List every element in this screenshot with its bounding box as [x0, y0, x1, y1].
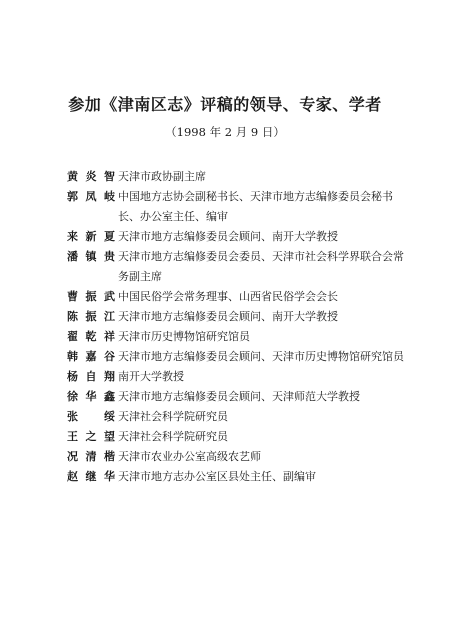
member-name: 来新夏: [67, 230, 115, 243]
member-role: 天津社会科学院研究员: [118, 410, 228, 423]
member-entry: [67, 367, 407, 387]
member-role: 天津市地方志编修委员会委员、天津市社会科学界联合会常务副主席: [118, 250, 404, 283]
member-name: 郭凤岐: [67, 190, 115, 203]
member-name: 黄炎智: [67, 170, 115, 183]
member-entry: [67, 447, 407, 467]
member-role: 天津市地方志办公室区县处主任、副编审: [118, 470, 316, 483]
member-entry: [67, 427, 407, 447]
member-role: 天津市政协副主席: [118, 170, 206, 183]
page-title: 参加《津南区志》评稿的领导、专家、学者: [68, 95, 382, 114]
member-name: 翟乾祥: [67, 330, 115, 343]
member-role: 天津市地方志编修委员会顾问、南开大学教授: [118, 230, 338, 243]
member-entry: [67, 347, 407, 367]
member-list: [67, 167, 407, 487]
member-name: 曹振武: [67, 290, 115, 303]
member-name: 张 绥: [67, 410, 115, 423]
member-name: 陈振江: [67, 310, 115, 323]
member-role: 天津市地方志编修委员会顾问、天津师范大学教授: [118, 390, 360, 403]
member-role: 中国地方志协会副秘书长、天津市地方志编修委员会秘书长、办公室主任、编审: [118, 190, 393, 223]
member-role: 天津市历史博物馆研究馆员: [118, 330, 250, 343]
member-entry: [67, 307, 407, 327]
member-name: 赵继华: [67, 470, 115, 483]
member-entry: [67, 287, 407, 307]
member-name: 徐华鑫: [67, 390, 115, 403]
member-name: 况清楷: [67, 450, 115, 463]
member-entry: [67, 467, 407, 487]
member-name: 韩嘉谷: [67, 350, 115, 363]
member-entry: [67, 167, 407, 187]
member-role: 天津社会科学院研究员: [118, 430, 228, 443]
member-entry: [67, 387, 407, 407]
member-role: 天津市地方志编修委员会顾问、南开大学教授: [118, 310, 338, 323]
member-entry: [67, 187, 407, 227]
member-role: 中国民俗学会常务理事、山西省民俗学会会长: [118, 290, 338, 303]
member-role: 天津市农业办公室高级农艺师: [118, 450, 261, 463]
member-entry: [67, 247, 407, 287]
member-role: 天津市地方志编修委员会顾问、天津市历史博物馆研究馆员: [118, 350, 404, 363]
member-name: 潘镇贵: [67, 250, 115, 263]
member-entry: [67, 327, 407, 347]
member-name: 王之望: [67, 430, 115, 443]
member-name: 杨自翔: [67, 370, 115, 383]
member-entry: [67, 227, 407, 247]
member-entry: [67, 407, 407, 427]
document-date: （1998 年 2 月 9 日）: [165, 125, 285, 139]
member-role: 南开大学教授: [118, 370, 184, 383]
